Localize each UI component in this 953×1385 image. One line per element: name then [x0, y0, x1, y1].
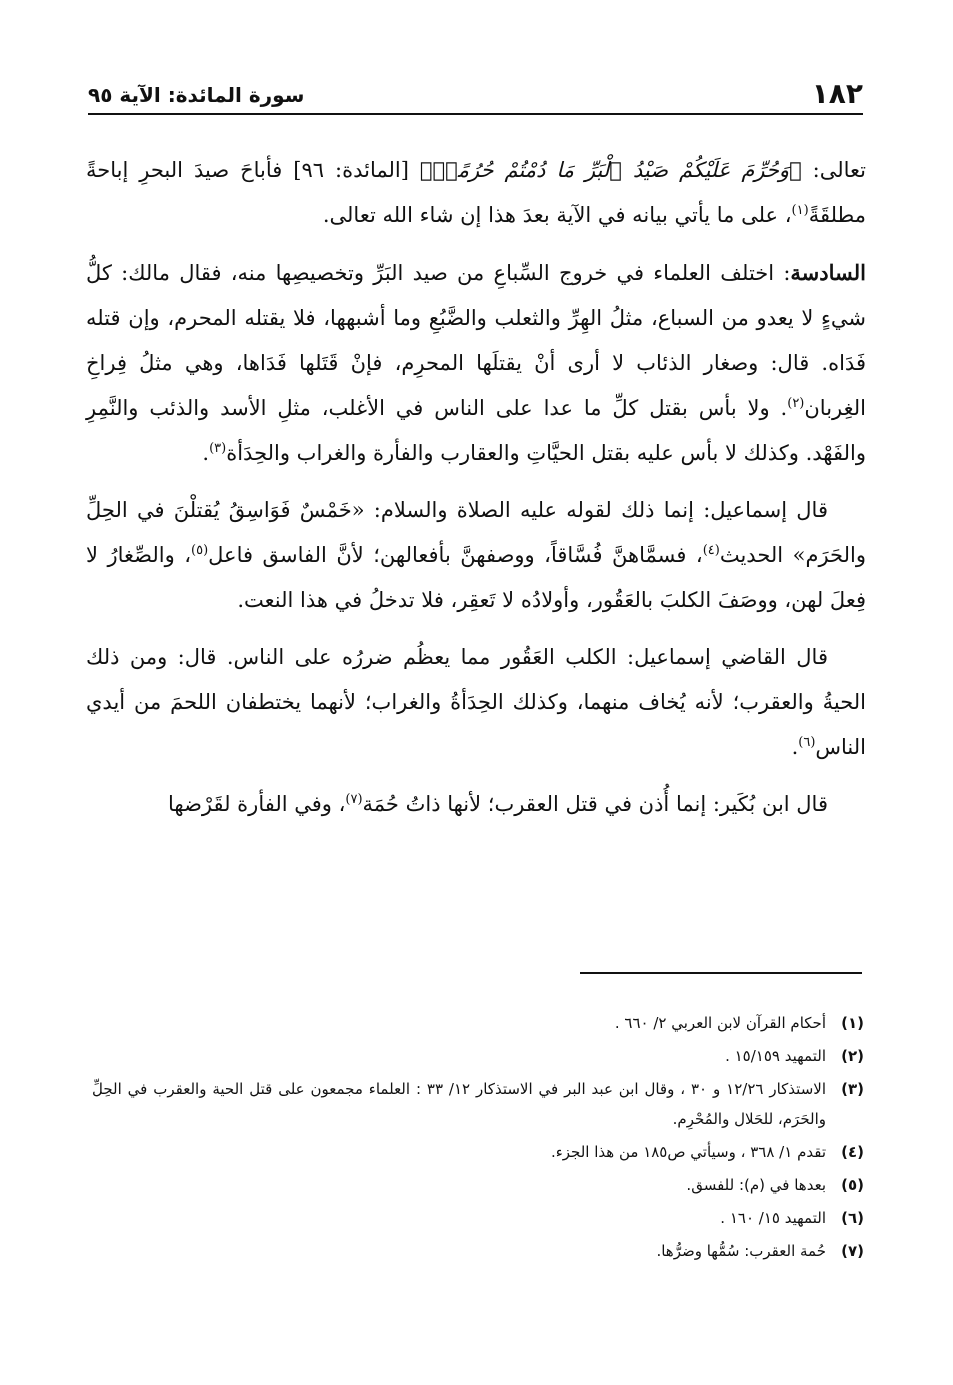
text-run: . [202, 441, 210, 465]
quran-verse: ﴿وَحُرِّمَ عَلَيْكُمْ صَيْدُ ٱلْبَرِّ مَا دُمْتُمْ حُرُمًاۗ﴾ [419, 158, 802, 182]
footnote-number: (٢) [841, 1047, 864, 1065]
paragraph-1 [86, 148, 866, 238]
text-run: ، على ما يأتي بيانه في الآية بعدَ هذا إن شاء الله تعالى. [322, 203, 792, 227]
page-header [88, 72, 863, 110]
text-run: قال ابن بُكَير: إنما أُذن في قتل العقرب؛ لأنها ذاتُ حُمَة [362, 792, 828, 816]
paragraph-4 [86, 635, 866, 770]
text-run: ، والصِّغارُ لا فِعلَ لهن، ووصَفَ الكلبَ بالعَقُور، وأولادُه لا تَعقِر، فلا تدخلُ في هذا النعت. [86, 543, 866, 612]
text-run: . [791, 735, 799, 759]
footnotes [92, 1008, 864, 1269]
text-run: [المائدة: ٩٦] فأباحَ صيدَ البحرِ إباحةً مطلقَةً [86, 158, 866, 227]
footnote-item [92, 1041, 864, 1071]
footnote-ref-3[interactable]: (٣) [209, 441, 227, 456]
footnote-text: التمهيد ١٥/١٥٩ . [725, 1047, 826, 1065]
footnote-number: (٤) [841, 1143, 864, 1161]
footnote-item [92, 1137, 864, 1167]
footnote-item [92, 1236, 864, 1266]
footnote-ref-5[interactable]: (٥) [191, 543, 209, 558]
footnote-text: الاستذكار ١٢/٢٦ و ٣٠ ، وقال ابن عبد البر في الاستذكار ١٢/ ٣٣ : العلماء مجمعون على قتل الحية والعقرب في الحِلِّ والحَرَم، للحَلال والمُحْرِم. [92, 1080, 826, 1128]
footnote-number: (٦) [841, 1209, 864, 1227]
footnote-ref-6[interactable]: (٦) [798, 735, 816, 750]
footnote-number: (١) [841, 1014, 864, 1032]
footnote-item [92, 1203, 864, 1233]
footnote-item [92, 1008, 864, 1038]
footnote-text: التمهيد ١٥/ ١٦٠ . [720, 1209, 826, 1227]
footnote-number: (٣) [841, 1080, 864, 1098]
text-run: . ولا بأس بقتل كلِّ ما عدا على الناس في الأغلب، مثلِ الأسد والذئب والنَّمِرِ والفَهْد. وكذلك لا بأس عليه بقتل الحيَّاتِ والعقارب والفأرة والغراب والحِدَأة [86, 396, 866, 465]
header-rule [88, 113, 863, 115]
paragraph-3 [86, 488, 866, 623]
running-title: سورة المائدة: الآية ٩٥ [88, 83, 305, 107]
footnote-text: أحكام القرآن لابن العربي ٢/ ٦٦٠ . [614, 1014, 826, 1032]
footnote-item [92, 1074, 864, 1134]
section-title: السادسة [790, 260, 866, 285]
footnote-item [92, 1170, 864, 1200]
page-number: ١٨٢ [811, 77, 863, 110]
text-run: ، وفي الفأرة لقَرْضها [167, 792, 346, 816]
footnote-text: تقدم ١/ ٣٦٨ ، وسيأتي ص١٨٥ من هذا الجزء. [550, 1143, 826, 1161]
text-run: ، فسمَّاهنَّ فُسَّاقاً، ووصفهنَّ بأفعالهن؛ لأنَّ الفاسق فاعل [208, 543, 703, 567]
footnote-number: (٥) [841, 1176, 864, 1194]
footnote-ref-1[interactable]: (١) [791, 203, 809, 218]
footnote-number: (٧) [841, 1242, 864, 1260]
text-run: تعالى: [801, 158, 866, 182]
footnote-text: حُمة العقرب: سُمُّها وضرُّها. [656, 1242, 826, 1260]
text-run: قال القاضي إسماعيل: الكلب العَقُور مما يعظُم ضررُه على الناس. قال: ومن ذلك الحيةُ والعقرب؛ لأنه يُخاف منهما، وكذلك الحِدَأةُ والغراب؛ لأنهما يختطفان اللحمَ من أيدي الناس [86, 645, 866, 759]
text-run: : اختلف العلماء في خروج السِّباعِ من صيد البَرِّ وتخصيصِها منه، فقال مالك: كلُّ شيءٍ لا يعدو من السباع، مثلُ الهِرِّ والثعلب والضَّبُعِ وما أشبهها، فلا يقتله المحرم، وإن قتله فَدَاه. قال: وصغار الذئاب لا أرى أنْ يقتلَها المحرِم، فإنْ قَتَلها فَدَاها، وهي مثلُ فِراخِ الغِربان [86, 261, 866, 420]
text-run: قال إسماعيل: إنما ذلك لقوله عليه الصلاة والسلام: «خَمْسٌ فَوَاسِقُ يُقتلْنَ في الحِلِّ والحَرَم» الحديث [86, 498, 866, 567]
footnote-ref-4[interactable]: (٤) [702, 543, 720, 558]
main-text [86, 148, 866, 839]
paragraph-5 [86, 782, 866, 827]
footnote-text: بعدها في (م): للفسق. [686, 1176, 826, 1194]
footnote-separator [580, 972, 862, 974]
footnote-ref-2[interactable]: (٢) [787, 396, 805, 411]
footnote-ref-7[interactable]: (٧) [345, 792, 363, 807]
paragraph-2 [86, 250, 866, 476]
